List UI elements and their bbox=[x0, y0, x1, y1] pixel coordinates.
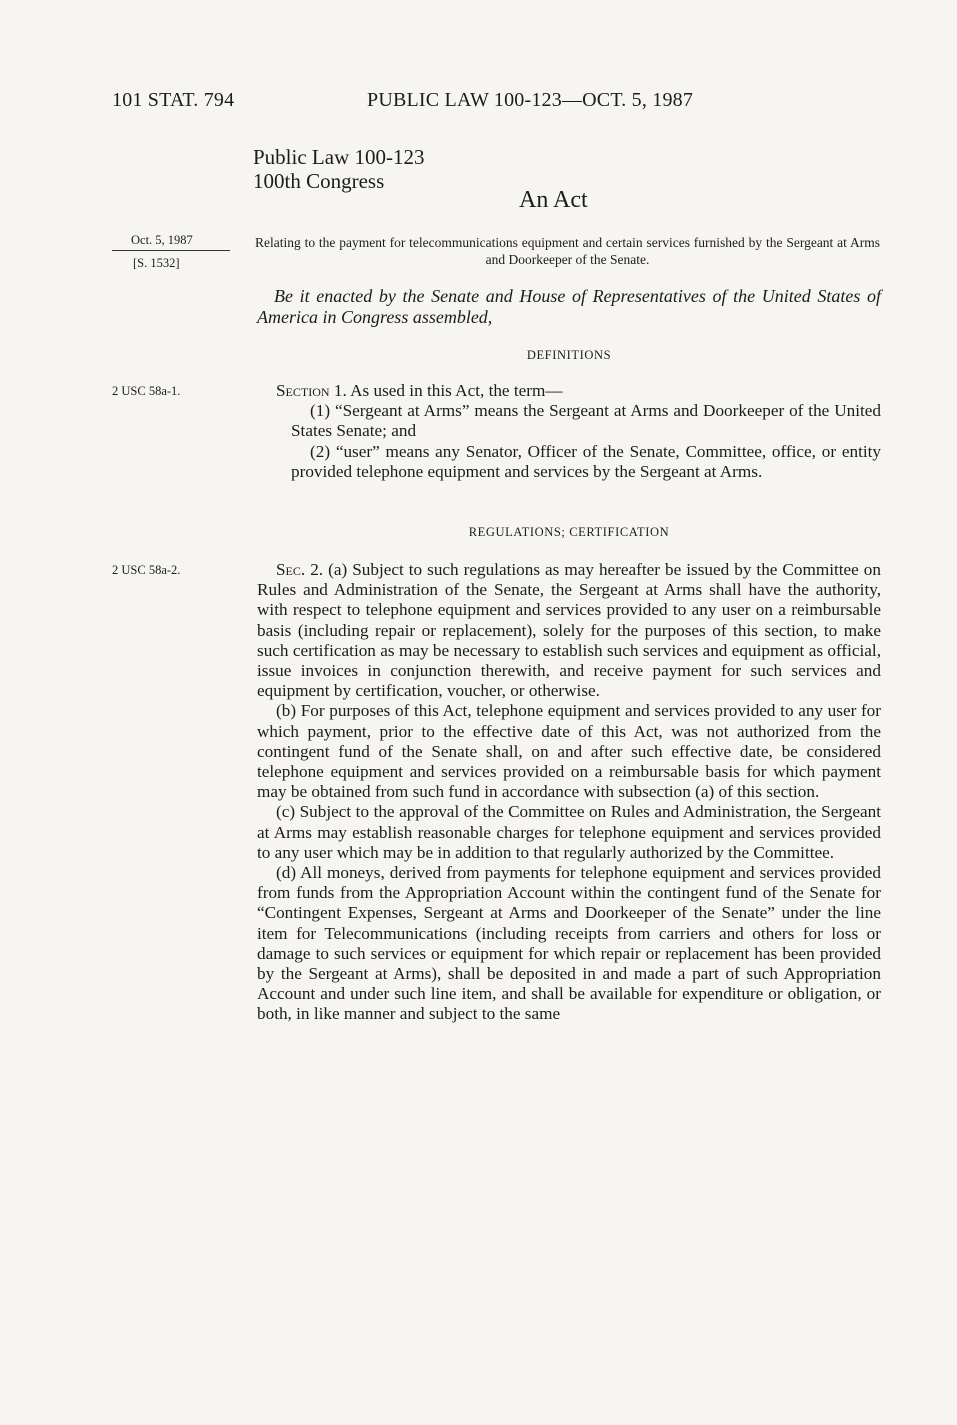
running-head: PUBLIC LAW 100-123—OCT. 5, 1987 bbox=[367, 89, 694, 111]
section-1-intro bbox=[257, 381, 881, 401]
an-act-heading: An Act bbox=[519, 187, 588, 213]
margin-bill-number: [S. 1532] bbox=[133, 256, 180, 270]
enacting-clause: Be it enacted by the Senate and House of Representatives of the United States of America in Congress assembled, bbox=[257, 286, 881, 327]
section-1 bbox=[257, 381, 881, 482]
margin-usc-citation-2: 2 USC 58a-2. bbox=[112, 563, 181, 577]
section-1-intro-text: As used in this Act, the term— bbox=[350, 381, 563, 400]
act-purpose: Relating to the payment for telecommunications equipment and certain services furnished by the Sergeant at Arms and Doorkeeper of the Senate. bbox=[255, 235, 880, 267]
margin-date: Oct. 5, 1987 bbox=[131, 233, 193, 247]
section-2-subsection-b: (b) For purposes of this Act, telephone equipment and services provided to any user for which payment, prior to the effective date of this Act, was not authorized from the contingent fund of the Senate shall, on and after such effective date, be considered telephone equipment and services provided on a reimbursable basis for which payment may be obtained from such fund in accordance with subsection (a) of this section. bbox=[257, 701, 881, 802]
section-1-label: Section 1. bbox=[276, 381, 347, 400]
margin-usc-citation-1: 2 USC 58a-1. bbox=[112, 384, 181, 398]
page-stat-citation: 101 STAT. 794 bbox=[112, 89, 235, 111]
section-2-label: Sec. 2. bbox=[276, 560, 324, 579]
section-1-definition-1: (1) “Sergeant at Arms” means the Sergeant at Arms and Doorkeeper of the United States Senate; and bbox=[291, 401, 881, 441]
section-heading-definitions: DEFINITIONS bbox=[526, 348, 612, 362]
section-2-subsection-c: (c) Subject to the approval of the Committee on Rules and Administration, the Sergeant at Arms may establish reasonable charges for telephone equipment and services provided to any user which may be in addition to that regularly authorized by the Committee. bbox=[257, 802, 881, 862]
section-2-subsection-d: (d) All moneys, derived from payments for telephone equipment and services provided from funds from the Appropriation Account within the contingent fund of the Senate for “Contingent Expenses, Sergeant at Arms and Doorkeeper of the Senate” under the line item for Telecommunications (including receipts from carriers and others for loss or damage to such services or equipment for which repair or replacement has been provided by the Sergeant at Arms), shall be deposited in and made a part of such Appropriation Account and under such line item, and shall be available for expenditure or obligation, or both, in like manner and subject to the same bbox=[257, 863, 881, 1024]
section-1-definition-2: (2) “user” means any Senator, Officer of the Senate, Committee, office, or entity provided telephone equipment and services by the Sergeant at Arms. bbox=[291, 441, 881, 481]
margin-rule bbox=[112, 250, 230, 251]
section-heading-regulations: REGULATIONS; CERTIFICATION bbox=[468, 525, 670, 539]
congress-number: 100th Congress bbox=[253, 169, 385, 193]
section-2-a-text: (a) Subject to such regulations as may hereafter be issued by the Committee on Rules and Administration of the Senate, the Sergeant at Arms shall have the authority, with respect to telephone equipment and services provided to any user on a reimbursable basis (including repair or replacement), solely for the purposes of this section, to make such certification as may be necessary to establish such services and equipment as official, issue invoices in conjunction therewith, and receive payment for such services and equipment by certification, voucher, or otherwise. bbox=[257, 560, 881, 701]
section-2-subsection-a bbox=[257, 560, 881, 701]
public-law-number: Public Law 100-123 bbox=[253, 145, 425, 169]
section-2 bbox=[257, 560, 881, 1025]
